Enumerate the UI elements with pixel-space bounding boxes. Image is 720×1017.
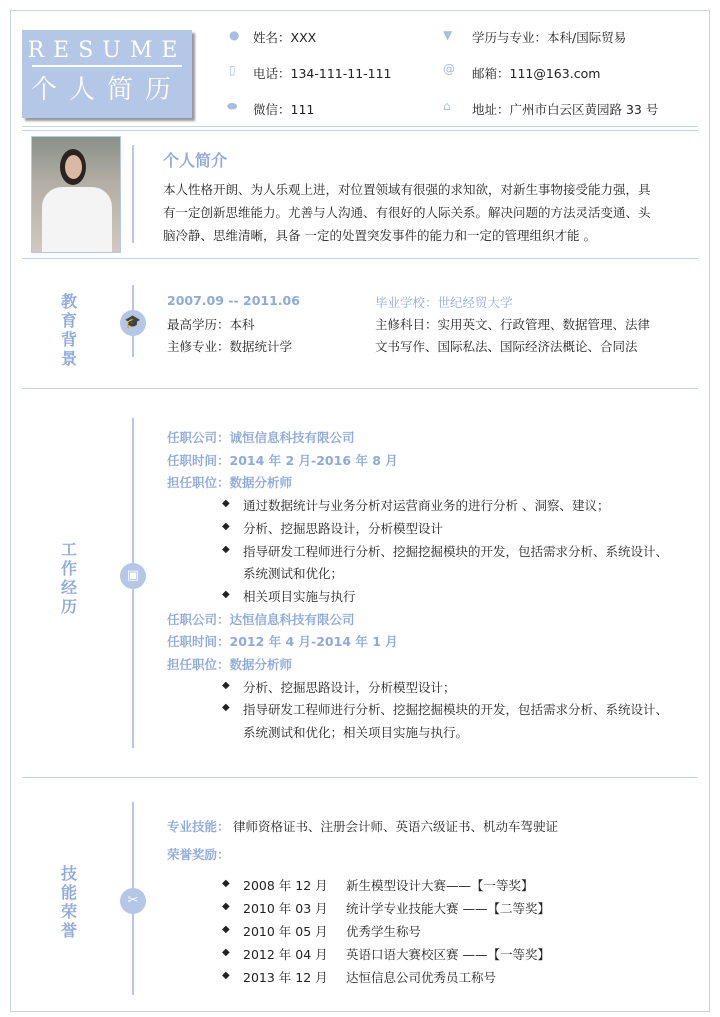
bullet-icon: ◆ bbox=[222, 947, 230, 958]
skills-text: 律师资格证书、注册会计师、英语六级证书、机动车驾驶证 bbox=[233, 819, 559, 834]
duty-line: 分析、挖掘思路设计，分析模型设计 bbox=[243, 520, 444, 536]
duty-line: 指导研发工程师进行分析、挖掘挖掘模块的开发，包括需求分析、系统设计、 bbox=[243, 702, 669, 718]
edu-school: 毕业学校：世纪经贸大学 bbox=[375, 295, 513, 310]
education-label: 教育背景 bbox=[60, 292, 77, 368]
graduation-cap-icon: 🎓 bbox=[120, 310, 146, 336]
award-name: 达恒信息公司优秀员工称号 bbox=[346, 970, 497, 985]
chat-icon: ⬬ bbox=[227, 99, 238, 113]
home-icon: ⌂ bbox=[443, 99, 451, 113]
bullet-icon: ◆ bbox=[222, 970, 230, 981]
award-name: 英语口语大赛校区赛 ——【一等奖】 bbox=[346, 947, 550, 962]
award-date: 2010 年 05 月 bbox=[243, 924, 328, 939]
edu-courses-2: 文书写作、国际私法、国际经济法概论、合同法 bbox=[375, 339, 638, 354]
bullet-icon: ◆ bbox=[222, 901, 230, 912]
edu-major: 主修专业：数据统计学 bbox=[167, 339, 293, 354]
resume-en: RESUME bbox=[27, 38, 187, 63]
duty-line: 相关项目实施与执行 bbox=[243, 588, 356, 604]
duty-line: 通过数据统计与业务分析对运营商业务的进行分析 、洞察、建议； bbox=[243, 498, 610, 514]
profile-title: 个人简介 bbox=[163, 151, 228, 170]
briefcase-icon: ▣ bbox=[120, 563, 146, 589]
resume-zh: 个人简历 bbox=[30, 75, 183, 105]
person-icon: ● bbox=[229, 28, 240, 42]
duty-line: 分析、挖掘思路设计，分析模型设计； bbox=[243, 679, 456, 695]
bullet-icon: ◆ bbox=[222, 588, 230, 600]
skills-label-text: 专业技能： bbox=[167, 819, 230, 834]
contact-address: 地址：广州市白云区黄园路 33 号 bbox=[472, 102, 659, 117]
phone-icon: ▯ bbox=[229, 63, 236, 77]
awards-label: 荣誉奖励： bbox=[167, 847, 230, 862]
divider bbox=[22, 126, 698, 127]
divider bbox=[22, 777, 698, 778]
duty-line: 指导研发工程师进行分析、挖掘挖掘模块的开发，包括需求分析、系统设计、 bbox=[243, 543, 669, 559]
bullet-icon: ◆ bbox=[222, 498, 230, 510]
contact-phone: 电话：134-111-11-111 bbox=[253, 66, 392, 81]
divider bbox=[22, 258, 698, 259]
contact-wechat: 微信：111 bbox=[253, 102, 315, 117]
divider bbox=[22, 388, 698, 389]
job-position: 担任职位：数据分析师 bbox=[167, 475, 293, 491]
contact-name: 姓名：XXX bbox=[253, 30, 317, 45]
edu-period: 2007.09 -- 2011.06 bbox=[167, 293, 300, 308]
contact-email: 邮箱：111@163.com bbox=[472, 66, 601, 81]
bullet-icon: ◆ bbox=[222, 520, 230, 532]
award-name: 优秀学生称号 bbox=[346, 924, 422, 939]
award-date: 2013 年 12 月 bbox=[243, 970, 328, 985]
profile-line bbox=[132, 145, 134, 243]
job-company: 任职公司：达恒信息科技有限公司 bbox=[167, 611, 355, 627]
edu-courses-1: 主修科目：实用英文、行政管理、数据管理、法律 bbox=[375, 317, 651, 332]
award-name: 统计学专业技能大赛 ——【二等奖】 bbox=[346, 901, 550, 916]
profile-line-1: 本人性格开朗、为人乐观上进，对位置领域有很强的求知欲，对新生事物接受能力强，具 bbox=[163, 182, 651, 197]
job-company: 任职公司：诚恒信息科技有限公司 bbox=[167, 430, 355, 445]
bullet-icon: ◆ bbox=[222, 924, 230, 935]
graduation-cap-icon: ▼ bbox=[443, 28, 453, 42]
bullet-icon: ◆ bbox=[222, 878, 230, 889]
job-time: 任职时间：2014 年 2 月-2016 年 8 月 bbox=[167, 452, 398, 468]
edu-degree: 最高学历：本科 bbox=[167, 317, 255, 332]
bullet-icon: ◆ bbox=[222, 543, 230, 555]
award-name: 新生模型设计大赛——【一等奖】 bbox=[346, 878, 534, 893]
contact-education: 学历与专业：本科/国际贸易 bbox=[472, 30, 627, 45]
duty-line: 系统测试和优化； bbox=[243, 566, 344, 582]
profile-line-2: 有一定创新思维能力。尤善与人沟通、有很好的人际关系。解决问题的方法灵活变通、头 bbox=[163, 205, 651, 220]
award-date: 2010 年 03 月 bbox=[243, 901, 328, 916]
duty-line: 系统测试和优化；相关项目实施与执行。 bbox=[243, 725, 469, 741]
at-icon: @ bbox=[443, 62, 455, 76]
job-position: 担任职位：数据分析师 bbox=[167, 657, 293, 672]
job-time: 任职时间：2012 年 4 月-2014 年 1 月 bbox=[167, 634, 398, 650]
award-date: 2008 年 12 月 bbox=[243, 878, 328, 893]
tools-icon: ✂ bbox=[120, 888, 146, 914]
bullet-icon: ◆ bbox=[222, 702, 230, 714]
skills-label: 技能荣誉 bbox=[60, 864, 77, 940]
profile-photo bbox=[31, 136, 121, 253]
work-label: 工作经历 bbox=[60, 540, 77, 616]
profile-line-3: 脑冷静、思维清晰，具备 一定的处置突发事件的能力和一定的管理组织才能 。 bbox=[163, 228, 596, 243]
resume-title-box bbox=[22, 30, 192, 118]
award-date: 2012 年 04 月 bbox=[243, 947, 328, 962]
divider bbox=[22, 130, 698, 131]
title-rule bbox=[32, 65, 182, 67]
bullet-icon: ◆ bbox=[222, 679, 230, 691]
